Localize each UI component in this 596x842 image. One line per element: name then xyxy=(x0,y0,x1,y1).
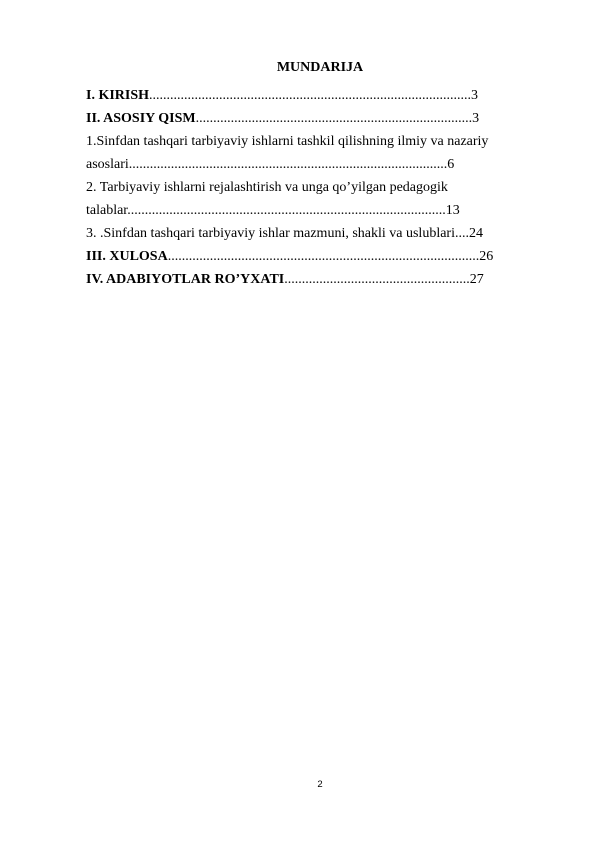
toc-entry-xulosa xyxy=(86,245,546,268)
toc-leader-dots: ........................................................................................... xyxy=(128,157,448,172)
toc-page-number: 13 xyxy=(445,203,460,218)
toc-entry-adabiyotlar xyxy=(86,268,546,291)
toc-leader-dots: ........................................................................................... xyxy=(127,203,446,218)
toc-entry-section-1-line-1 xyxy=(86,130,546,153)
toc-leader-dots: ............................................................................................ xyxy=(149,88,472,103)
toc-entry-text: 3. .Sinfdan tashqari tarbiyaviy ishlar mazmuni, shakli va uslublari xyxy=(86,226,455,241)
toc-leader-dots: ..................................................... xyxy=(284,272,470,287)
toc-entry-section-2-line-2 xyxy=(86,199,546,222)
toc-leader-dots: ......................................................................................... xyxy=(167,249,480,264)
toc-entry-section-3 xyxy=(86,222,546,245)
toc-entry-text: talablar xyxy=(86,203,128,218)
toc-page-number: 3 xyxy=(471,88,479,103)
toc-entry-text: asoslari xyxy=(86,157,129,172)
toc-leader-dots: .... xyxy=(454,226,469,241)
page-title: MUNDARIJA xyxy=(276,60,364,75)
toc-page-number: 26 xyxy=(479,249,494,264)
toc-entry-text: 2. Tarbiyaviy ishlarni rejalashtirish va unga qo’yilgan pedagogik xyxy=(86,180,448,195)
toc-entry-asosiy-qism xyxy=(86,107,546,130)
table-of-contents xyxy=(86,84,546,291)
toc-entry-label: IV. ADABIYOTLAR RO’YXATI xyxy=(86,272,285,287)
toc-entry-text: 1.Sinfdan tashqari tarbiyaviy ishlarni tashkil qilishning ilmiy va nazariy xyxy=(86,134,489,149)
toc-entry-kirish xyxy=(86,84,546,107)
toc-entry-section-2-line-1 xyxy=(86,176,546,199)
toc-page-number: 24 xyxy=(468,226,483,241)
toc-entry-label: III. XULOSA xyxy=(86,249,168,264)
toc-entry-section-1-line-2 xyxy=(86,153,546,176)
toc-page-number: 3 xyxy=(472,111,480,126)
toc-page-number: 27 xyxy=(469,272,484,287)
toc-page-number: 6 xyxy=(447,157,455,172)
toc-entry-label: I. KIRISH xyxy=(86,88,150,103)
page-number: 2 xyxy=(317,779,323,790)
toc-leader-dots: ............................................................................... xyxy=(195,111,473,126)
toc-entry-label: II. ASOSIY QISM xyxy=(86,111,196,126)
